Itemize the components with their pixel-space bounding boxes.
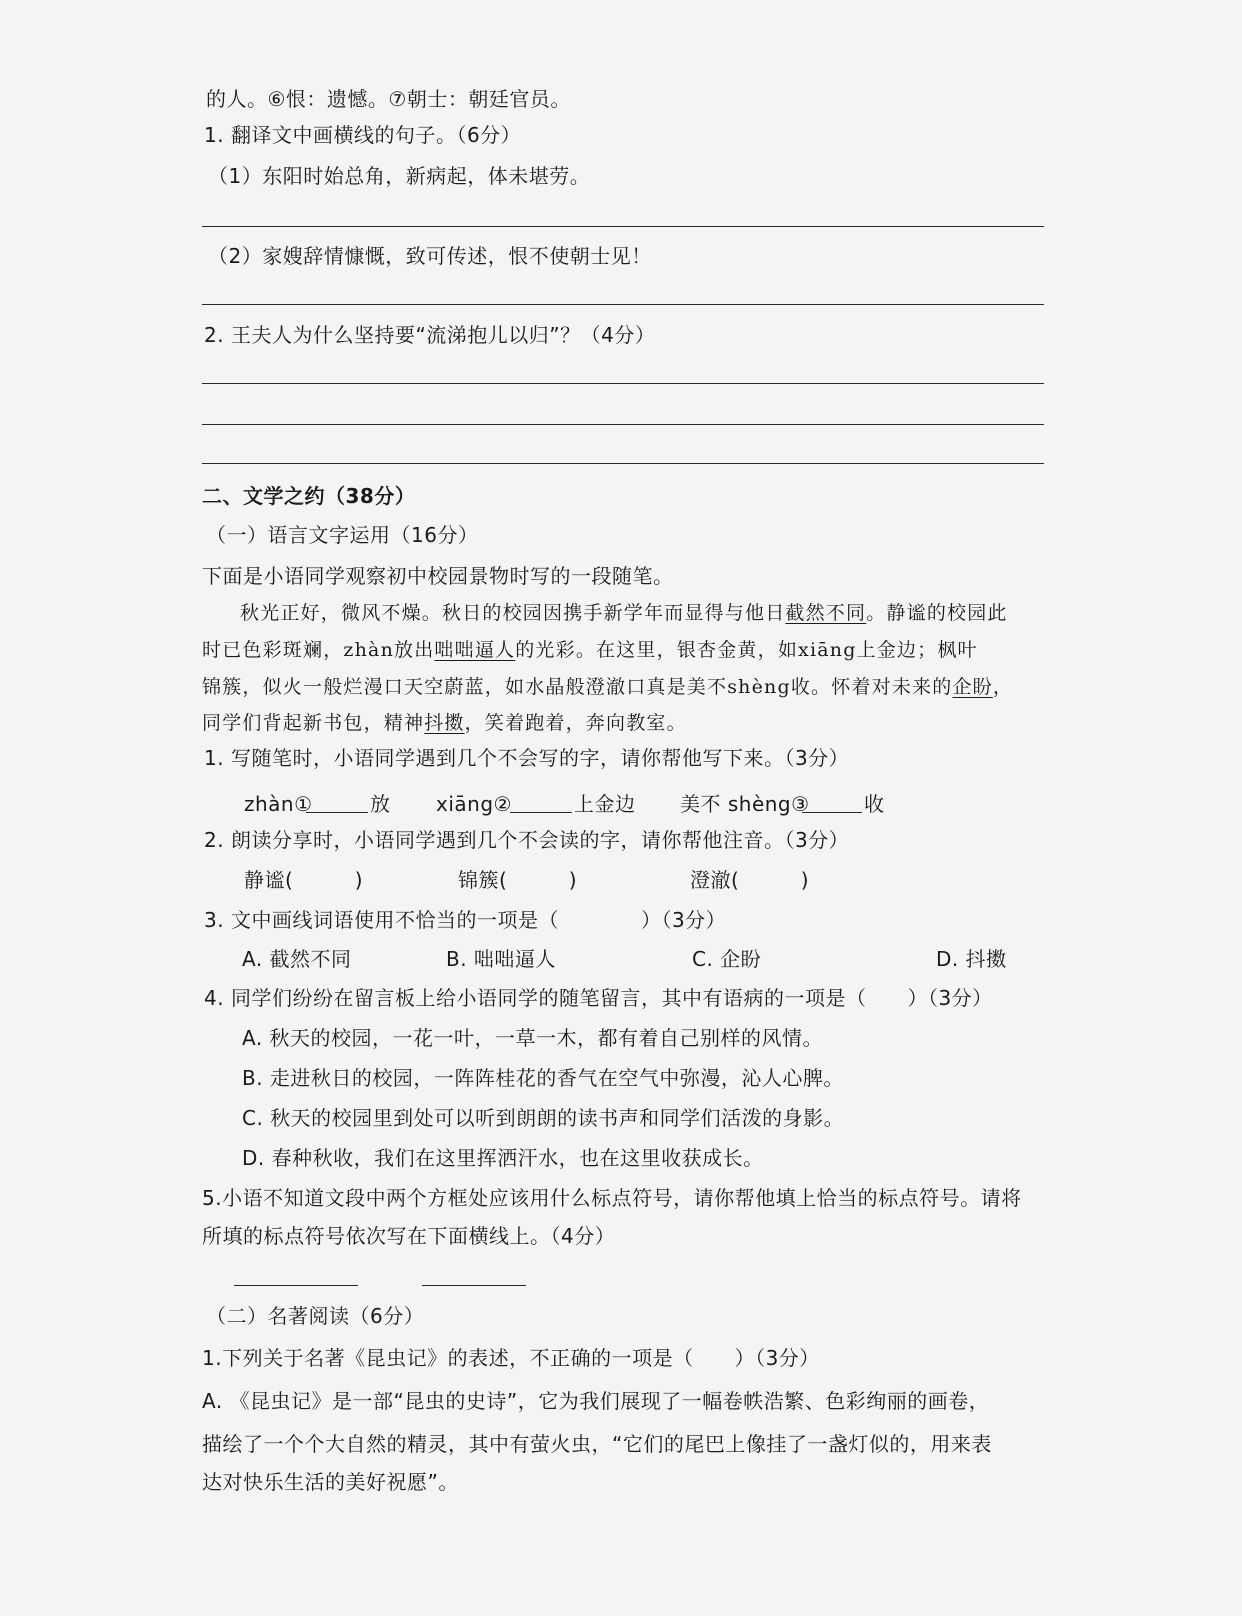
q1-sentence-2: （2）家嫂辞情慷慨，致可传述，恨不使朝士见！ — [208, 244, 652, 268]
zhan-label: zhàn① — [244, 792, 313, 816]
part2-title: （二）名著阅读（6分） — [206, 1304, 425, 1328]
passage-text: ，笑着跑着，奔向教室。 — [464, 712, 687, 734]
answer-line — [202, 304, 1044, 305]
passage-text: 的光彩。在这里，银杏金黄，如xiāng上金边；枫叶 — [515, 639, 978, 661]
pinyin-item-3[interactable]: 澄澈( ) — [690, 868, 810, 892]
q1-sentence-1: （1）东阳时始总角，新病起，体未堪劳。 — [208, 164, 591, 188]
s2-q2-title: 2. 朗读分享时，小语同学遇到几个不会读的字，请你帮他注音。（3分） — [204, 828, 850, 852]
passage-text: 锦簇，似火一般烂漫口天空蔚蓝，如水晶般澄澈口真是美不shèng收。怀着对未来的 — [202, 676, 953, 698]
pinyin-item-2[interactable]: 锦簇( ) — [458, 868, 578, 892]
answer-line — [202, 226, 1044, 227]
pinyin-item-1[interactable]: 静谧( ) — [244, 868, 364, 892]
underlined-word: 抖擞 — [424, 712, 465, 734]
passage-line-4 — [202, 710, 687, 736]
underlined-word: 咄咄逼人 — [434, 639, 516, 661]
q4-option-d[interactable]: D. 春种秋收，我们在这里挥洒汗水，也在这里收获成长。 — [242, 1146, 764, 1170]
zhan-blank[interactable] — [306, 812, 368, 813]
sheng-label: 美不 shèng③ — [680, 792, 810, 816]
note-line: 的人。⑥恨：遗憾。⑦朝士：朝廷官员。 — [206, 87, 571, 111]
sheng-blank[interactable] — [802, 812, 862, 813]
xiang-suffix: 上金边 — [574, 792, 636, 816]
s2-q5-line1: 5.小语不知道文段中两个方框处应该用什么标点符号，请你帮他填上恰当的标点符号。请将 — [202, 1186, 1022, 1210]
q3-option-a[interactable]: A. 截然不同 — [242, 947, 352, 971]
passage-text: 时已色彩斑斓，zhàn放出 — [202, 639, 435, 661]
underlined-word: 企盼 — [952, 676, 993, 698]
xiang-blank[interactable] — [510, 812, 572, 813]
s2-q1-title: 1. 写随笔时，小语同学遇到几个不会写的字，请你帮他写下来。（3分） — [204, 746, 850, 770]
m1-option-a-line1[interactable]: A. 《昆虫记》是一部“昆虫的史诗”，它为我们展现了一幅卷帙浩繁、色彩绚丽的画卷， — [202, 1389, 990, 1413]
answer-line — [202, 424, 1044, 425]
xiang-label: xiāng② — [436, 792, 512, 816]
s2-q4-title: 4. 同学们纷纷在留言板上给小语同学的随笔留言，其中有语病的一项是（ ）（3分） — [204, 986, 993, 1010]
q4-option-b[interactable]: B. 走进秋日的校园，一阵阵桂花的香气在空气中弥漫，沁人心脾。 — [242, 1066, 844, 1090]
q1-title: 1. 翻译文中画横线的句子。（6分） — [204, 123, 522, 147]
section-title: 二、文学之约（38分） — [202, 484, 416, 508]
m1-title: 1.下列关于名著《昆虫记》的表述，不正确的一项是（ ）（3分） — [202, 1346, 820, 1370]
q2-title: 2. 王夫人为什么坚持要“流涕抱儿以归”？（4分） — [204, 323, 656, 347]
intro-line: 下面是小语同学观察初中校园景物时写的一段随笔。 — [202, 564, 674, 588]
s2-q3-title: 3. 文中画线词语使用不恰当的一项是（ ）（3分） — [204, 908, 727, 932]
q4-option-c[interactable]: C. 秋天的校园里到处可以听到朗朗的读书声和同学们活泼的身影。 — [242, 1106, 845, 1130]
part1-title: （一）语言文字运用（16分） — [206, 523, 479, 547]
passage-line-1 — [240, 600, 1008, 626]
q3-option-b[interactable]: B. 咄咄逼人 — [446, 947, 556, 971]
passage-line-2 — [202, 637, 978, 663]
q3-option-d[interactable]: D. 抖擞 — [936, 947, 1007, 971]
punct-blank-2[interactable] — [422, 1285, 526, 1286]
q3-option-c[interactable]: C. 企盼 — [692, 947, 762, 971]
s2-q5-line2: 所填的标点符号依次写在下面横线上。（4分） — [202, 1224, 616, 1248]
m1-option-a-line3: 达对快乐生活的美好祝愿”。 — [202, 1470, 459, 1494]
sheng-suffix: 收 — [864, 792, 885, 816]
answer-line — [202, 383, 1044, 384]
punct-blank-1[interactable] — [234, 1285, 358, 1286]
passage-line-3 — [202, 674, 1013, 700]
m1-option-a-line2: 描绘了一个个大自然的精灵，其中有萤火虫，“它们的尾巴上像挂了一盏灯似的，用来表 — [202, 1432, 992, 1456]
q4-option-a[interactable]: A. 秋天的校园，一花一叶，一草一木，都有着自己别样的风情。 — [242, 1026, 824, 1050]
zhan-suffix: 放 — [370, 792, 391, 816]
passage-text: 。静谧的校园此 — [866, 602, 1008, 624]
passage-text: 同学们背起新书包，精神 — [202, 712, 425, 734]
passage-text: ， — [992, 676, 1014, 698]
underlined-word: 截然不同 — [785, 602, 867, 624]
passage-text: 秋光正好，微风不燥。秋日的校园因携手新学年而显得与他日 — [240, 602, 786, 624]
answer-line — [202, 463, 1044, 464]
